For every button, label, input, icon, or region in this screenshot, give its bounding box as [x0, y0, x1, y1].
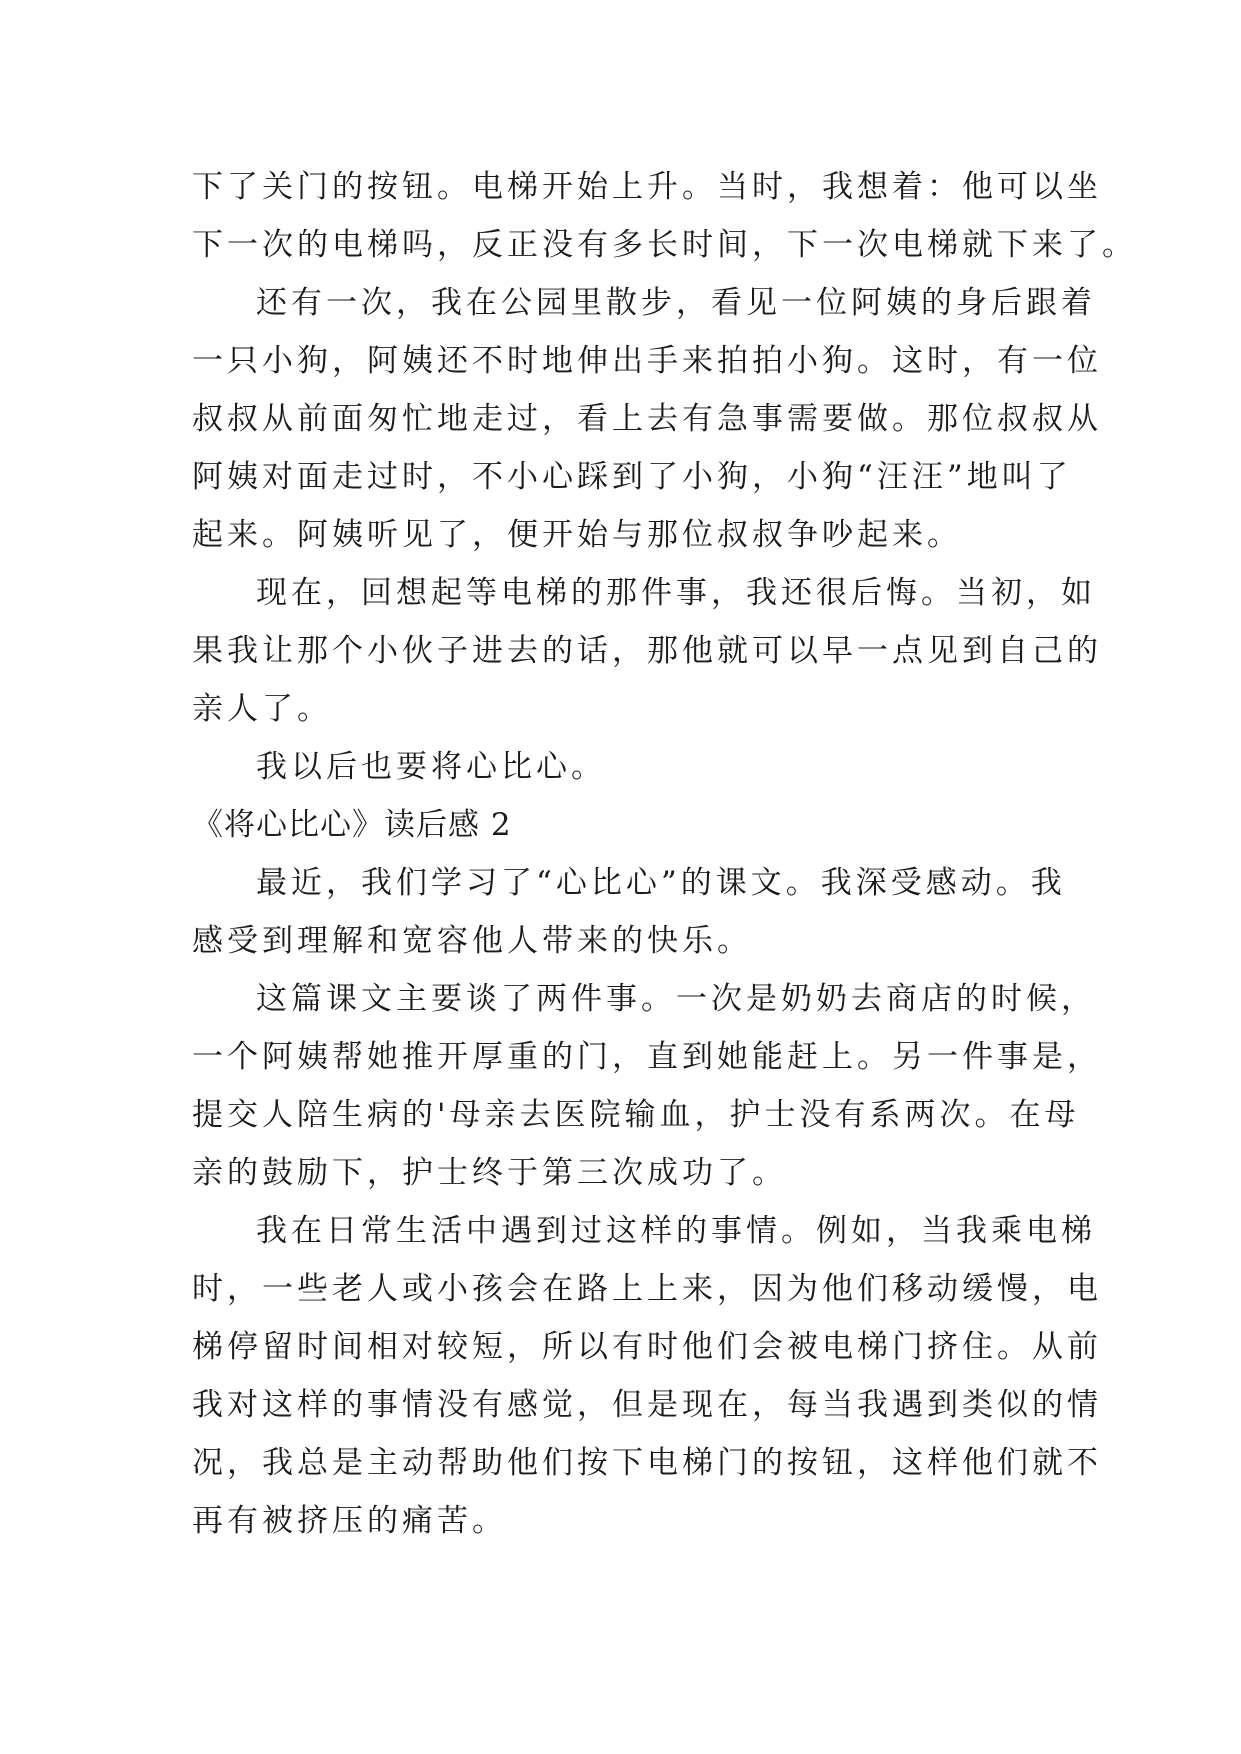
text-line: 亲人了。 [192, 691, 332, 727]
paragraph-start-line: 我在日常生活中遇到过这样的事情。例如，当我乘电梯 [256, 1213, 1096, 1249]
section-heading: 《将心比心》读后感 2 [192, 807, 512, 843]
text-line: 下一次的电梯吗，反正没有多长时间，下一次电梯就下来了。 [192, 227, 1137, 263]
text-line: 梯停留时间相对较短，所以有时他们会被电梯门挤住。从前 [192, 1329, 1102, 1365]
document-body [192, 158, 1137, 1550]
text-line: 叔叔从前面匆忙地走过，看上去有急事需要做。那位叔叔从 [192, 401, 1102, 437]
text-line: 况，我总是主动帮助他们按下电梯门的按钮，这样他们就不 [192, 1445, 1102, 1481]
paragraph-start-line: 我以后也要将心比心。 [256, 749, 606, 785]
text-line: 提交人陪生病的'母亲去医院输血，护士没有系两次。在母 [192, 1097, 1080, 1133]
text-line: 一个阿姨帮她推开厚重的门，直到她能赶上。另一件事是， [192, 1039, 1102, 1075]
paragraph-start-line: 还有一次，我在公园里散步，看见一位阿姨的身后跟着 [256, 285, 1096, 321]
paragraph-start-line: 最近，我们学习了“心比心”的课文。我深受感动。我 [256, 865, 1066, 901]
text-line: 感受到理解和宽容他人带来的快乐。 [192, 923, 752, 959]
text-line: 阿姨对面走过时，不小心踩到了小狗，小狗“汪汪”地叫了 [192, 459, 1072, 495]
text-line: 我对这样的事情没有感觉，但是现在，每当我遇到类似的情 [192, 1387, 1102, 1423]
paragraph-start-line: 这篇课文主要谈了两件事。一次是奶奶去商店的时候， [256, 981, 1096, 1017]
paragraph-start-line: 现在，回想起等电梯的那件事，我还很后悔。当初，如 [256, 575, 1096, 611]
text-line: 起来。阿姨听见了，便开始与那位叔叔争吵起来。 [192, 517, 962, 553]
text-line: 时，一些老人或小孩会在路上上来，因为他们移动缓慢，电 [192, 1271, 1102, 1307]
text-line: 果我让那个小伙子进去的话，那他就可以早一点见到自己的 [192, 633, 1102, 669]
text-line: 下了关门的按钮。电梯开始上升。当时，我想着：他可以坐 [192, 169, 1102, 205]
text-line: 亲的鼓励下，护士终于第三次成功了。 [192, 1155, 787, 1191]
text-line: 再有被挤压的痛苦。 [192, 1503, 507, 1539]
text-line: 一只小狗，阿姨还不时地伸出手来拍拍小狗。这时，有一位 [192, 343, 1102, 379]
